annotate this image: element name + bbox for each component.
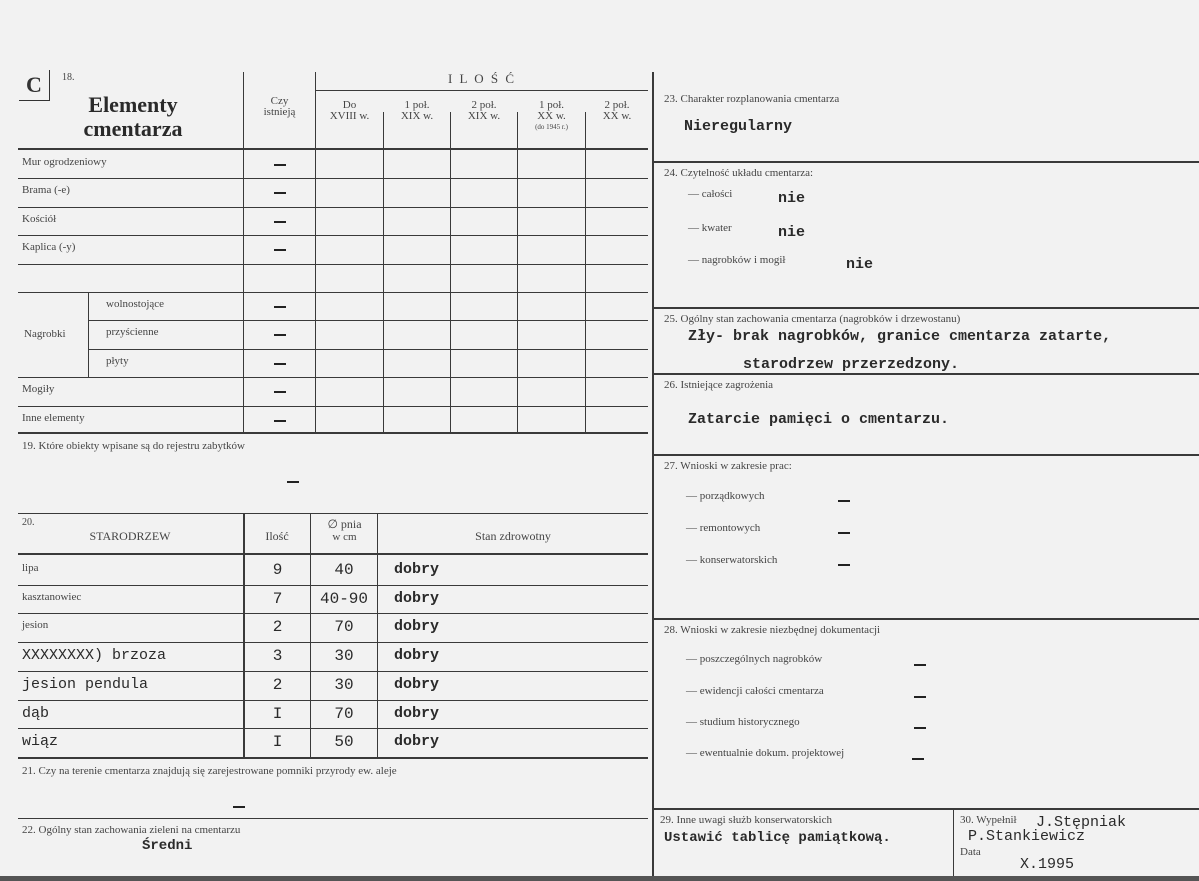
row-divider	[18, 613, 648, 614]
nagrobki-row-label: wolnostojące	[106, 298, 165, 310]
exists-dash	[274, 391, 286, 393]
qty-col-header-line-1: 2 poł.	[471, 99, 497, 111]
row-divider	[18, 178, 648, 179]
tree-health: dobry	[394, 675, 440, 693]
qty-col-header-line-2: XIX w.	[400, 110, 434, 122]
s22-value: Średni	[142, 838, 193, 854]
s20-health-header: Stan zdrowotny	[475, 529, 551, 543]
documentation-item-label: — ewentualnie dokum. projektowej	[686, 747, 845, 759]
documentation-item-label: — poszczególnych nagrobków	[686, 653, 823, 665]
qty-col-header	[451, 100, 517, 122]
s30-filler-2: P.Stankiewicz	[968, 828, 1086, 845]
tree-qty: 7	[272, 589, 283, 608]
s19-label: 19. Które obiekty wpisane są do rejestru zabytków	[22, 440, 245, 452]
nagrobki-divider	[88, 292, 89, 377]
s27-label: 27. Wnioski w zakresie prac:	[664, 460, 792, 472]
s23-value: Nieregularny	[684, 118, 793, 135]
row-divider	[18, 406, 648, 407]
s30-label: 30. Wypełnił	[960, 814, 1017, 826]
qty-col-header-line-1: 1 poł.	[404, 99, 430, 111]
s22-label: 22. Ogólny stan zachowania zieleni na cmentarzu	[22, 824, 241, 836]
s25-label: 25. Ogólny stan zachowania cmentarza (nagrobków i drzewostanu)	[664, 313, 961, 325]
section-number: 18.	[62, 72, 75, 83]
exists-dash	[274, 249, 286, 251]
works-item-label: — konserwatorskich	[686, 554, 778, 566]
s28-label: 28. Wnioski w zakresie niezbędnej dokumentacji	[664, 624, 881, 636]
qty-col-header-line-3: (do 1945 r.)	[535, 123, 568, 131]
s26-label: 26. Istniejące zagrożenia	[664, 379, 774, 391]
readability-item-label: — nagrobków i mogił	[688, 254, 786, 266]
works-item-dash	[838, 532, 850, 534]
qty-col-header	[586, 100, 648, 122]
s30-date-value: X.1995	[1020, 856, 1075, 873]
works-item-label: — porządkowych	[686, 490, 765, 502]
readability-item-label: — kwater	[688, 222, 732, 234]
row-divider	[18, 700, 648, 701]
section-letter: C	[19, 70, 50, 101]
documentation-item-dash	[912, 758, 924, 760]
tree-qty: 9	[272, 561, 283, 579]
row-divider	[88, 320, 648, 321]
qty-col-header-line-1: 1 poł.	[538, 99, 565, 111]
qty-col-header-line-1: 2 poł.	[604, 99, 630, 111]
nagrobki-label: Nagrobki	[24, 328, 66, 341]
tree-diameter: 70	[334, 618, 354, 637]
element-row-label: Mur ogrodzeniowy	[22, 156, 107, 168]
s29-value: Ustawić tablicę pamiątkową.	[664, 830, 891, 846]
section-title-line-1: Elementy	[88, 92, 178, 117]
tree-health: dobry	[394, 733, 440, 751]
element-row-label: Mogiły	[22, 383, 55, 396]
readability-item-value: nie	[846, 256, 874, 273]
element-row-label: Kaplica (-y)	[22, 241, 76, 254]
exists-column-header	[244, 96, 315, 118]
tree-diameter: 40	[334, 561, 354, 579]
tree-qty: 3	[272, 647, 283, 666]
documentation-item-dash	[914, 696, 926, 698]
row-divider	[18, 292, 648, 293]
element-row-label: Kościół	[22, 212, 57, 225]
s30-date-label: Data	[960, 846, 981, 858]
documentation-item-label: — ewidencji całości cmentarza	[686, 685, 824, 697]
s20-diam-header-line-2: w cm	[332, 531, 357, 543]
row-divider	[18, 671, 648, 672]
tree-diameter: 70	[334, 704, 354, 723]
row-divider	[88, 349, 648, 350]
readability-item-label: — całości	[688, 188, 733, 200]
qty-col-header-line-2: XX w.	[537, 110, 566, 122]
readability-item-value: nie	[778, 190, 806, 207]
tree-qty: 2	[272, 675, 283, 694]
s29-label: 29. Inne uwagi służb konserwatorskich	[660, 814, 832, 826]
row-divider	[18, 585, 648, 586]
row-divider	[18, 377, 648, 378]
s21-value-dash	[233, 806, 245, 808]
s20-title: STARODRZEW	[89, 529, 171, 543]
tree-qty: 2	[272, 618, 283, 637]
tree-health: dobry	[394, 647, 440, 665]
row-divider	[18, 728, 648, 729]
tree-health: dobry	[394, 561, 440, 578]
documentation-item-label: — studium historycznego	[686, 716, 800, 728]
element-row-label: Inne elementy	[22, 411, 85, 424]
s26-value: Zatarcie pamięci o cmentarzu.	[688, 411, 950, 428]
row-divider	[18, 757, 648, 759]
documentation-item-dash	[914, 664, 926, 666]
exists-header-line-2: istnieją	[263, 106, 296, 118]
s24-label: 24. Czytelność układu cmentarza:	[664, 167, 814, 179]
qty-col-header-line-2: XX w.	[602, 110, 632, 122]
qty-col-header-line-1: Do	[342, 99, 357, 111]
works-item-label: — remontowych	[686, 522, 761, 534]
works-item-dash	[838, 500, 850, 502]
tree-name: kasztanowiec	[22, 590, 82, 603]
qty-col-header	[316, 100, 383, 122]
s19-value-dash	[287, 481, 299, 483]
tree-diameter: 30	[334, 675, 354, 694]
section-title-line-2: cmentarza	[83, 116, 183, 141]
s20-diam-header-line-1: ∅ pnia	[327, 517, 362, 531]
section-title	[58, 93, 208, 141]
tree-name: lipa	[22, 562, 39, 574]
exists-dash	[274, 192, 286, 194]
exists-dash	[274, 363, 286, 365]
nagrobki-row-label: płyty	[106, 354, 129, 367]
s20-diam-header	[311, 518, 378, 544]
tree-qty: I	[272, 704, 283, 723]
exists-dash	[274, 334, 286, 336]
row-divider	[18, 264, 648, 265]
tree-diameter: 30	[334, 647, 354, 666]
exists-dash	[274, 420, 286, 422]
qty-col-header-line-2: XIX w.	[467, 110, 501, 122]
row-divider	[18, 235, 648, 236]
s25-value-line-1: Zły- brak nagrobków, granice cmentarza zatarte,	[688, 328, 1112, 345]
tree-qty: I	[272, 733, 283, 752]
s21-label: 21. Czy na terenie cmentarza znajdują się zarejestrowane pomniki przyrody ew. aleje	[22, 765, 397, 777]
tree-health: dobry	[394, 618, 440, 636]
works-item-dash	[838, 564, 850, 566]
s20-number: 20.	[22, 517, 35, 528]
s20-qty-header: Ilość	[265, 529, 289, 543]
s23-label: 23. Charakter rozplanowania cmentarza	[664, 93, 840, 105]
tree-health: dobry	[394, 589, 440, 607]
exists-dash	[274, 306, 286, 308]
tree-name: wiąz	[22, 733, 59, 751]
tree-name: XXXXXXXX) brzoza	[22, 647, 167, 665]
exists-dash	[274, 221, 286, 223]
quantity-header: I L O Ś Ć	[447, 71, 517, 86]
qty-col-header-line-2: XVIII w.	[329, 110, 370, 122]
tree-name: jesion	[22, 619, 49, 632]
nagrobki-row-label: przyścienne	[106, 326, 159, 339]
tree-name: dąb	[22, 704, 50, 722]
tree-diameter: 40-90	[319, 589, 368, 608]
tree-diameter: 50	[334, 733, 354, 752]
row-divider	[18, 207, 648, 208]
tree-name: jesion pendula	[22, 675, 149, 693]
exists-dash	[274, 164, 286, 166]
tree-health: dobry	[394, 704, 440, 722]
element-row-label: Brama (-e)	[22, 184, 70, 197]
qty-col-header	[384, 100, 450, 122]
qty-col-header	[518, 100, 585, 133]
exists-header-line-1: Czy	[270, 95, 289, 107]
s30-filler-1: J.Stępniak	[1036, 814, 1127, 831]
readability-item-value: nie	[778, 224, 806, 241]
s25-value-line-2: starodrzew przerzedzony.	[743, 356, 960, 373]
documentation-item-dash	[914, 727, 926, 729]
row-divider	[18, 642, 648, 643]
